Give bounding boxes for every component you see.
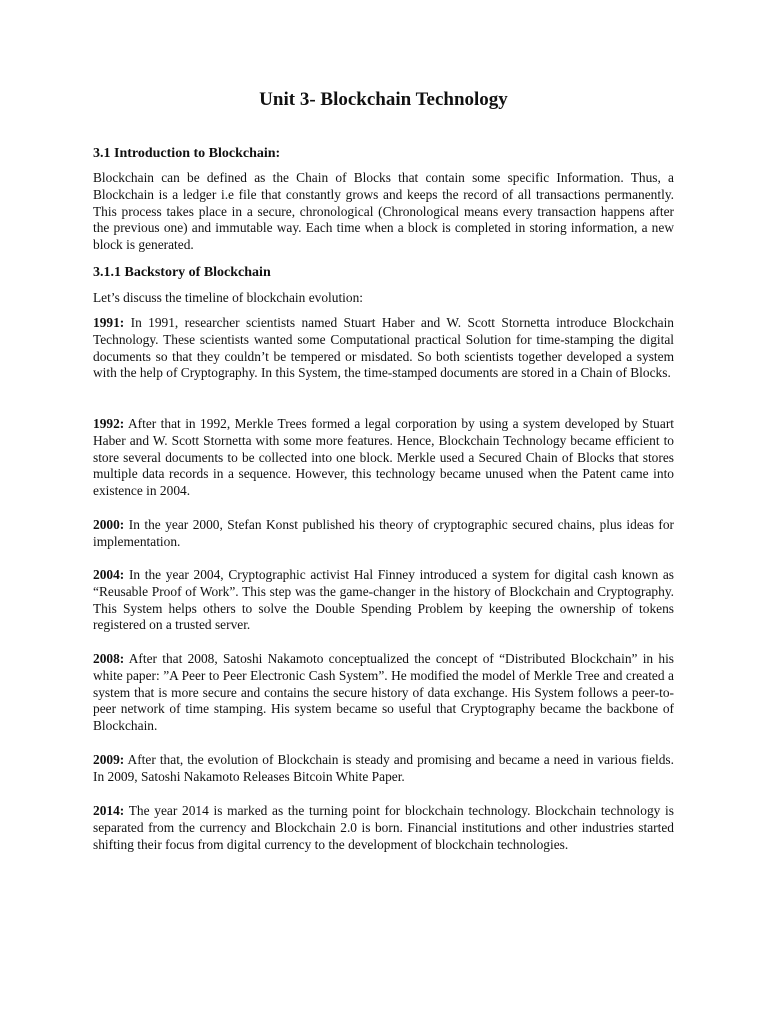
page-title: Unit 3- Blockchain Technology — [259, 89, 508, 110]
subsection-heading: 3.1.1 Backstory of Blockchain — [93, 265, 271, 280]
timeline-text: In the year 2004, Cryptographic activist Hal Finney introduced a system for digital cash known as “Reusable Proof of Work”. This step was the game-changer in the history of Blockchain and Cryptography. This System helps others to solve the Double Spending Problem by keeping the ownership of tokens registered on a trusted server. — [93, 567, 674, 633]
timeline-year: 1991: — [93, 315, 125, 330]
timeline-text: The year 2014 is marked as the turning point for blockchain technology. Blockchain technology is separated from the currency and Blockchain 2.0 is born. Financial institutions and other industries started shifting their focus from digital currency to the development of blockchain technologies. — [93, 803, 674, 852]
timeline-intro: Let’s discuss the timeline of blockchain evolution: — [93, 290, 363, 305]
timeline-text: In the year 2000, Stefan Konst published his theory of cryptographic secured chains, plus ideas for implementation. — [93, 517, 675, 549]
section-heading: 3.1 Introduction to Blockchain: — [93, 146, 281, 161]
timeline-text: After that, the evolution of Blockchain is steady and promising and became a need in various fields. In 2009, Satoshi Nakamoto Releases Bitcoin White Paper. — [93, 752, 674, 784]
timeline-entry-2014 — [93, 803, 674, 853]
timeline-text: After that 2008, Satoshi Nakamoto conceptualized the concept of “Distributed Blockchain” in his white paper: ”A Peer to Peer Electronic Cash System”. He modified the model of Merkle Tree and created a system that is more secure and contains the secure history of data exchange. His System follows a peer-to-peer network of time stamping. His system became so useful that Cryptography became the backbone of Blockchain. — [93, 651, 674, 734]
timeline-year: 2008: — [93, 651, 125, 666]
timeline-entry-2000 — [93, 517, 674, 551]
timeline-year: 2000: — [93, 517, 125, 532]
timeline-entry-1991 — [93, 315, 674, 382]
timeline-entry-1992 — [93, 416, 674, 500]
timeline-year: 2009: — [93, 752, 125, 767]
timeline-entry-2009 — [93, 752, 674, 786]
timeline-text: After that in 1992, Merkle Trees formed a legal corporation by using a system developed by Stuart Haber and W. Scott Stornetta with some more features. Hence, Blockchain Technology became efficient to store several documents to be collected into one block. Merkle used a Secured Chain of Blocks that stores multiple data records in a sequence. However, this technology became unused when the Patent came into existence in 2004. — [93, 416, 674, 499]
intro-paragraph: Blockchain can be defined as the Chain of Blocks that contain some specific Information. Thus, a Blockchain is a ledger i.e file that constantly grows and keeps the record of all transactions permanently. This process takes place in a secure, chronological (Chronological means every transaction happens after the previous one) and immutable way. Each time when a block is completed in storing information, a new block is generated. — [93, 170, 674, 253]
timeline-year: 2014: — [93, 803, 125, 818]
timeline-text: In 1991, researcher scientists named Stuart Haber and W. Scott Stornetta introduce Blockchain Technology. These scientists wanted some Computational practical Solution for time-stamping the digital documents so that they couldn’t be tempered or misdated. So both scientists together developed a system with the help of Cryptography. In this System, the time-stamped documents are stored in a Chain of Blocks. — [93, 315, 674, 381]
timeline-year: 1992: — [93, 416, 125, 431]
timeline-year: 2004: — [93, 567, 125, 582]
timeline-entry-2004 — [93, 567, 674, 634]
timeline-entry-2008 — [93, 651, 674, 735]
